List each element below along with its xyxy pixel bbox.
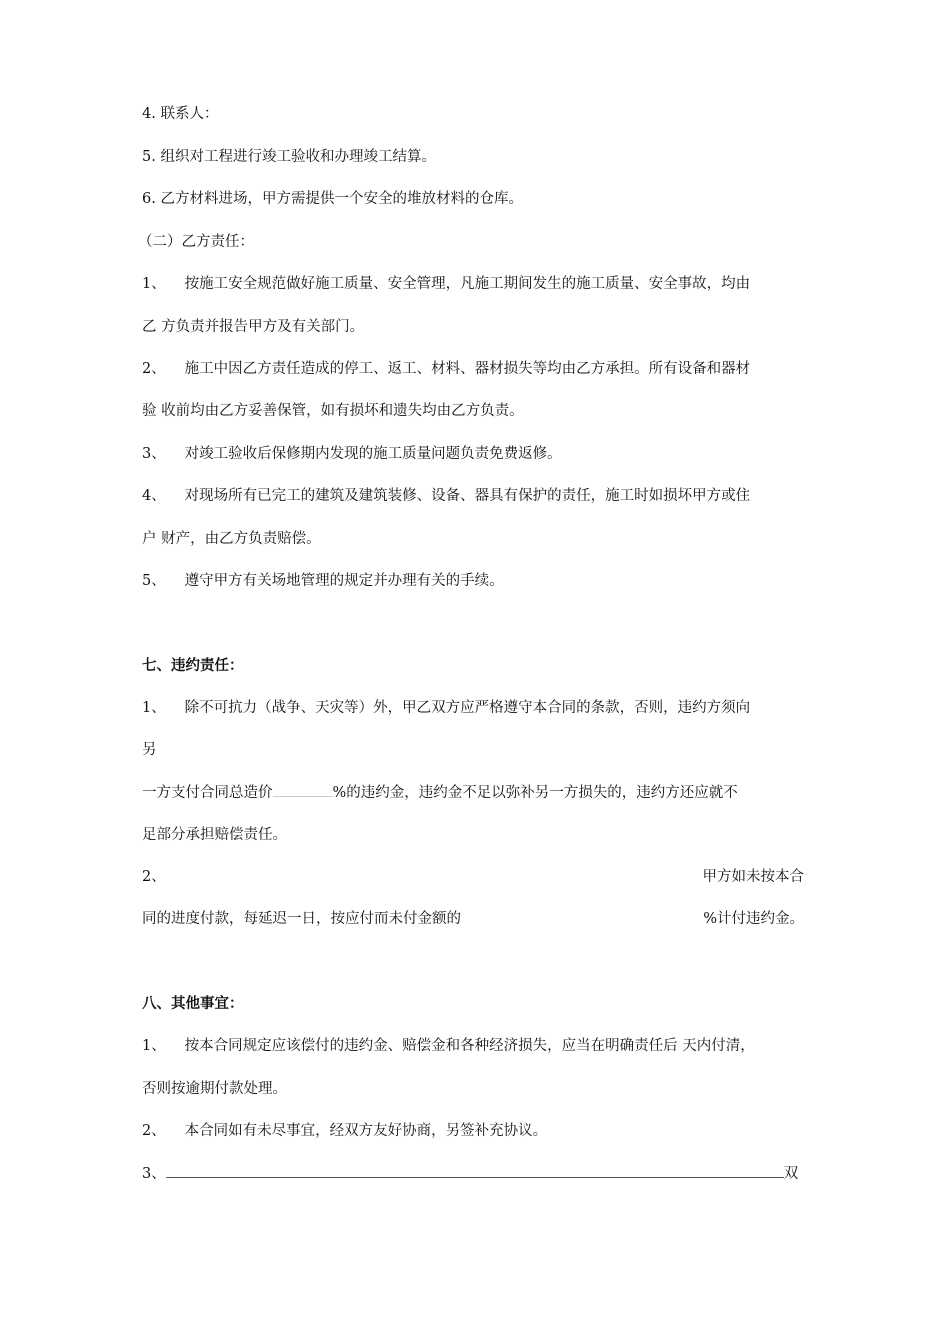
clause-c2-line: 同的进度付款，每延迟一日，按应付而未付金额的	[142, 911, 461, 927]
clause-d2	[142, 1121, 547, 1141]
clause-d1	[142, 1036, 755, 1056]
section-other-matters-heading: 八、其他事宜：	[142, 995, 244, 1012]
clause-c1-penalty-line	[142, 782, 738, 803]
clause-c2-line-end: %计付违约金。	[703, 911, 804, 927]
item-contact-person: 4. 联系人：	[142, 106, 219, 122]
penalty-percent-blank[interactable]	[273, 782, 333, 797]
item-acceptance-settlement: 5. 组织对工程进行竣工验收和办理竣工结算。	[142, 149, 436, 165]
fill-in-underline[interactable]	[166, 1163, 784, 1178]
clause-text: 按本合同规定应该偿付的违约金、赔偿金和各种经济损失，应当在明确责任后 天内付清，	[184, 1038, 755, 1054]
clause-number: 3、	[142, 1166, 166, 1182]
clause-number: 1、	[142, 700, 166, 716]
clause-text: 双	[783, 1166, 799, 1182]
clause-b5	[142, 571, 504, 591]
clause-number: 1、	[142, 276, 166, 292]
clause-b4	[142, 486, 750, 506]
clause-d1-continued: 否则按逾期付款处理。	[142, 1081, 287, 1097]
clause-b1	[142, 274, 750, 294]
clause-number: 3、	[142, 446, 166, 462]
clause-c2-text: 甲方如未按本合	[702, 869, 804, 885]
clause-number: 5、	[142, 573, 166, 589]
clause-b4-continued: 户 财产，由乙方负责赔偿。	[142, 531, 321, 547]
clause-b1-continued: 乙 方负责并报告甲方及有关部门。	[142, 319, 365, 335]
clause-text: 施工中因乙方责任造成的停工、返工、材料、器材损失等均由乙方承担。所有设备和器材	[184, 361, 751, 377]
clause-c1-final-line: 足部分承担赔偿责任。	[142, 827, 287, 843]
item-material-storage: 6. 乙方材料进场，甲方需提供一个安全的堆放材料的仓库。	[142, 191, 523, 207]
clause-b3	[142, 444, 562, 464]
clause-b2	[142, 359, 750, 379]
clause-text: %的违约金，违约金不足以弥补另一方损失的，违约方还应就不	[332, 785, 738, 801]
clause-number: 4、	[142, 488, 166, 504]
clause-b2-continued: 验 收前均由乙方妥善保管，如有损坏和遗失均由乙方负责。	[142, 403, 524, 419]
clause-number: 2、	[142, 1123, 166, 1139]
clause-text: 遵守甲方有关场地管理的规定并办理有关的手续。	[184, 573, 504, 589]
clause-text: 按施工安全规范做好施工质量、安全管理，凡施工期间发生的施工质量、安全事故，均由	[184, 276, 751, 292]
clause-text: 本合同如有未尽事宜，经双方友好协商，另签补充协议。	[184, 1123, 548, 1139]
clause-text: 一方支付合同总造价	[142, 785, 273, 801]
clause-text: 除不可抗力（战争、天灾等）外，甲乙双方应严格遵守本合同的条款，否则，违约方须向	[184, 700, 751, 716]
clause-number: 2、	[142, 361, 166, 377]
clause-c2-number: 2、	[142, 869, 166, 885]
clause-text: 对竣工验收后保修期内发现的施工质量问题负责免费返修。	[184, 446, 562, 462]
clause-d3	[142, 1163, 798, 1184]
clause-text: 对现场所有已完工的建筑及建筑装修、设备、器具有保护的责任，施工时如损坏甲方或住	[184, 488, 751, 504]
clause-c1-continued: 另	[142, 742, 157, 758]
clause-number: 1、	[142, 1038, 166, 1054]
section-party-b-heading: （二）乙方责任：	[138, 234, 254, 250]
section-breach-heading: 七、违约责任：	[142, 657, 244, 674]
clause-c1	[142, 698, 750, 718]
